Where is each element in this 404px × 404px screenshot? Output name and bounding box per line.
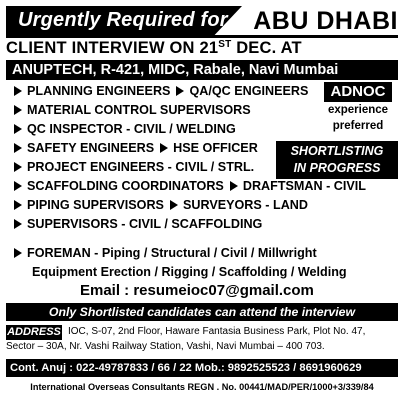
job-title: QA/QC ENGINEERS	[189, 84, 309, 98]
job-line	[14, 158, 260, 176]
job-title: SUPERVISORS - CIVIL / SCAFFOLDING	[27, 217, 263, 231]
shortlisting-badge	[276, 141, 398, 179]
address-label: ADDRESS	[7, 326, 61, 338]
job-line	[14, 215, 268, 233]
job-line	[14, 120, 242, 138]
adnoc-box	[318, 82, 398, 138]
interview-prefix: CLIENT INTERVIEW ON 21	[6, 39, 219, 57]
address-line2: Sector – 30A, Nr. Vashi Railway Station, Vashi, Navi Mumbai – 400 703.	[6, 341, 325, 352]
foreman-line2: Equipment Erection / Rigging / Scaffolding / Welding	[32, 265, 347, 279]
arrow-icon	[14, 200, 22, 210]
job-line	[14, 101, 257, 119]
job-title: MATERIAL CONTROL SUPERVISORS	[27, 103, 251, 117]
contact-bar: Cont. Anuj : 022-49787833 / 66 / 22 Mob.: 9892525523 / 8691960629	[6, 359, 398, 377]
job-title: PROJECT ENGINEERS - CIVIL / STRL.	[27, 160, 255, 174]
job-line	[14, 177, 372, 195]
arrow-icon	[170, 200, 178, 210]
address-line1: IOC, S-07, 2nd Floor, Haware Fantasia Business Park, Plot No. 47,	[68, 326, 366, 337]
shortlisted-banner: Only Shortlisted candidates can attend the interview	[6, 303, 398, 321]
header-banner	[6, 6, 398, 36]
job-title: SCAFFOLDING COORDINATORS	[27, 179, 224, 193]
job-title: QC INSPECTOR - CIVIL / WELDING	[27, 122, 236, 136]
address-block	[6, 323, 398, 357]
arrow-icon	[160, 143, 168, 153]
header-underline	[6, 35, 398, 38]
job-line	[14, 82, 314, 100]
venue-bar: ANUPTECH, R-421, MIDC, Rabale, Navi Mumbai	[6, 60, 398, 80]
job-line	[14, 139, 264, 157]
job-title: HSE OFFICER	[173, 141, 258, 155]
arrow-icon	[176, 86, 184, 96]
arrow-icon	[14, 124, 22, 134]
arrow-icon	[14, 143, 22, 153]
foreman-items: Piping / Structural / Civil / Millwright	[98, 246, 317, 260]
shortlisting-line1: SHORTLISTING	[290, 144, 384, 158]
adnoc-title: ADNOC	[324, 82, 392, 102]
shortlisting-line2: IN PROGRESS	[293, 161, 381, 175]
registration-line: International Overseas Consultants REGN . No. 00441/MAD/PER/1000+3/339/84	[30, 382, 374, 392]
adnoc-line1: experience	[327, 104, 389, 116]
foreman-line	[14, 244, 317, 262]
arrow-icon	[14, 181, 22, 191]
job-title: SURVEYORS - LAND	[182, 198, 308, 212]
interview-date	[6, 39, 398, 59]
arrow-icon	[14, 248, 22, 258]
location-heading: ABU DHABI	[253, 7, 398, 35]
arrow-icon	[14, 219, 22, 229]
interview-rest: DEC. AT	[231, 39, 302, 57]
foreman-label: FOREMAN -	[27, 246, 99, 260]
arrow-icon	[230, 181, 238, 191]
email-address: Email : resumeioc07@gmail.com	[80, 282, 314, 299]
adnoc-line2: preferred	[332, 120, 384, 132]
arrow-icon	[14, 86, 22, 96]
job-title: PIPING SUPERVISORS	[27, 198, 164, 212]
arrow-icon	[14, 162, 22, 172]
interview-date-suffix: ST	[218, 39, 232, 50]
job-line	[14, 196, 314, 214]
urgent-heading: Urgently Required for	[18, 9, 228, 31]
arrow-icon	[14, 105, 22, 115]
job-title: DRAFTSMAN - CIVIL	[242, 179, 366, 193]
job-title: PLANNING ENGINEERS	[27, 84, 171, 98]
job-title: SAFETY ENGINEERS	[27, 141, 155, 155]
